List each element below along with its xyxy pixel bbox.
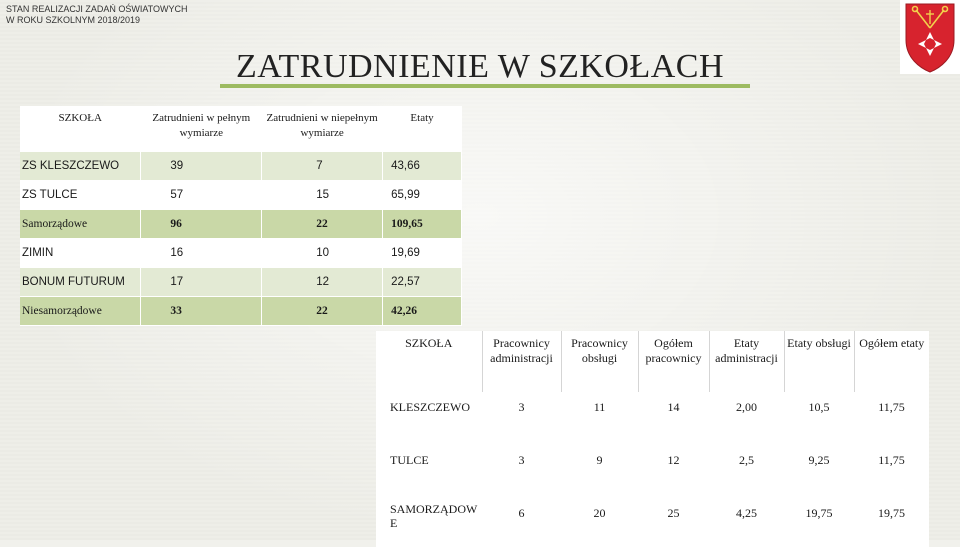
cell-service-staff: 20 (593, 506, 606, 520)
cell-full-time: 16 (141, 239, 262, 268)
table-row (20, 268, 462, 297)
title-underline (220, 84, 750, 88)
table-row (20, 239, 462, 268)
cell-school: Samorządowe (20, 210, 141, 239)
page-title: ZATRUDNIENIE W SZKOŁACH (235, 48, 725, 85)
table-row (376, 392, 929, 445)
column-header-part-time: Zatrudnieni w niepełnym wymiarze (262, 106, 383, 152)
cell-full-time: 39 (141, 152, 262, 181)
column-header-admin-staff: Pracownicy administracji (482, 331, 561, 392)
header-line-2: W ROKU SZKOLNYM 2018/2019 (6, 15, 141, 25)
cell-school: Niesamorządowe (20, 297, 141, 326)
employment-table (20, 106, 462, 326)
cell-part-time: 7 (262, 152, 383, 181)
cell-service-staff: 9 (596, 453, 603, 467)
cell-service-staff: 11 (593, 400, 606, 414)
cell-fte: 19,69 (383, 239, 462, 268)
cell-total-fte: 19,75 (878, 506, 905, 520)
table-row (376, 445, 929, 498)
cell-service-fte: 19,75 (805, 506, 833, 520)
column-header-full-time: Zatrudnieni w pełnym wymiarze (141, 106, 262, 152)
cell-full-time: 96 (141, 210, 262, 239)
table-row-subtotal (20, 297, 462, 326)
cell-admin-staff: 6 (518, 506, 525, 520)
column-header-fte: Etaty (383, 106, 462, 152)
cell-admin-staff: 3 (518, 400, 525, 414)
header-line-1: STAN REALIZACJI ZADAŃ OŚWIATOWYCH (6, 4, 188, 14)
cell-part-time: 12 (262, 268, 383, 297)
column-header-admin-fte: Etaty administracji (709, 331, 784, 392)
cell-school: TULCE (390, 453, 429, 467)
cell-part-time: 22 (262, 210, 383, 239)
column-header-school: SZKOŁA (376, 331, 482, 392)
cell-fte: 42,26 (383, 297, 462, 326)
cell-full-time: 57 (141, 181, 262, 210)
cell-admin-fte: 2,00 (736, 400, 757, 414)
column-header-service-staff: Pracownicy obsługi (561, 331, 638, 392)
cell-service-fte: 10,5 (808, 400, 830, 414)
support-staff-table (376, 331, 929, 547)
column-header-total-staff: Ogółem pracownicy (638, 331, 709, 392)
cell-school: ZS KLESZCZEWO (20, 152, 141, 181)
cell-fte: 109,65 (383, 210, 462, 239)
column-header-total-fte: Ogółem etaty (859, 336, 925, 350)
cell-school: KLESZCZEWO (390, 400, 470, 414)
cell-total-fte: 11,75 (878, 400, 905, 414)
table-row (20, 181, 462, 210)
table-header-row (20, 106, 462, 152)
cell-admin-staff: 3 (518, 453, 525, 467)
table-row (20, 152, 462, 181)
cell-fte: 22,57 (383, 268, 462, 297)
cell-school-text: SAMORZĄDOWE (390, 502, 478, 530)
cell-total-staff: 25 (667, 506, 680, 520)
cell-admin-fte: 2,5 (739, 453, 754, 467)
cell-school: ZS TULCE (20, 181, 141, 210)
cell-total-fte: 11,75 (878, 453, 905, 467)
column-header-service-fte: Etaty obsługi (784, 331, 854, 392)
cell-admin-fte: 4,25 (736, 506, 757, 520)
cell-part-time: 15 (262, 181, 383, 210)
cell-fte: 43,66 (383, 152, 462, 181)
column-header-school: SZKOŁA (20, 106, 141, 152)
table-header-row (376, 331, 929, 392)
table-row-subtotal (20, 210, 462, 239)
cell-total-staff: 12 (667, 453, 680, 467)
cell-service-fte: 9,25 (808, 453, 830, 467)
cell-school: BONUM FUTURUM (20, 268, 141, 297)
cell-total-staff: 14 (667, 400, 680, 414)
cell-school: ZIMIN (20, 239, 141, 268)
report-header (6, 4, 188, 26)
cell-full-time: 33 (141, 297, 262, 326)
cell-full-time: 17 (141, 268, 262, 297)
cell-part-time: 22 (262, 297, 383, 326)
cell-part-time: 10 (262, 239, 383, 268)
cell-fte: 65,99 (383, 181, 462, 210)
